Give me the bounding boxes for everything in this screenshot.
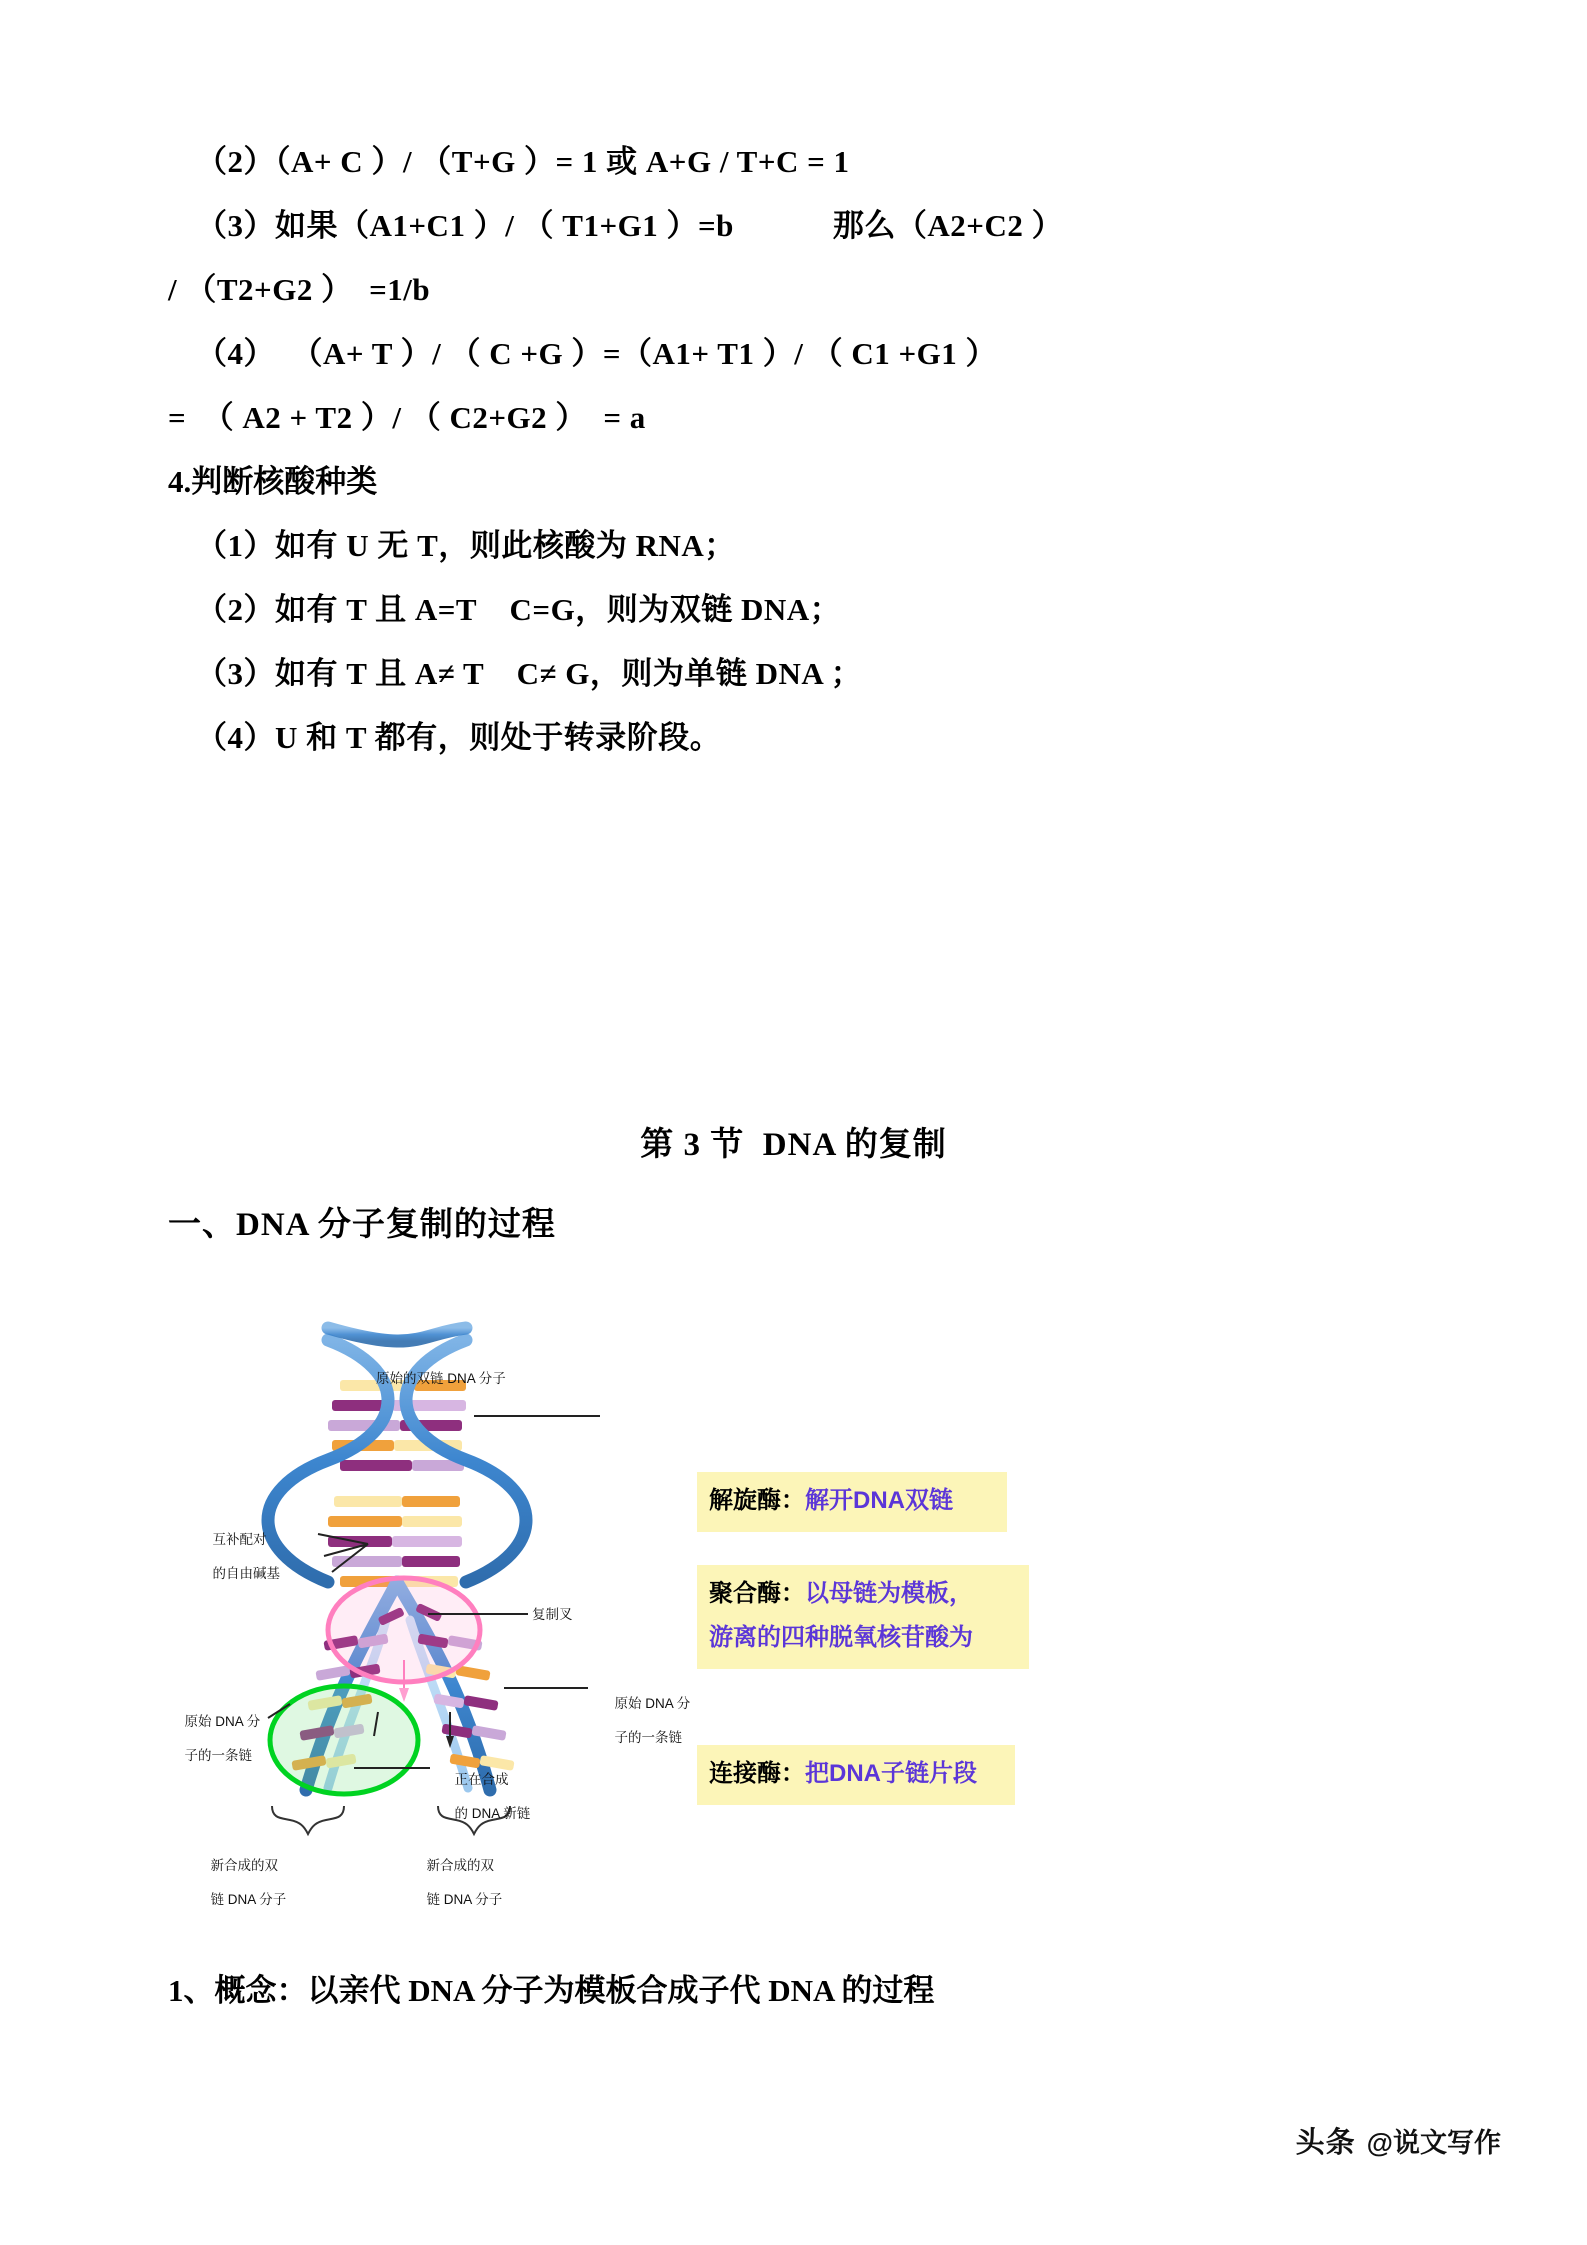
section-4-item-1: （1）如有 U 无 T，则此核酸为 RNA； xyxy=(196,528,736,563)
figure-label-free-bases xyxy=(190,1514,280,1599)
formula-line-3-continued: / （T2+G2 ） =1/b xyxy=(168,272,431,307)
figure-label-new-double-right xyxy=(404,1840,502,1925)
helix-upper xyxy=(268,1328,526,1587)
chapter-title: 第 3 节 DNA 的复制 xyxy=(640,1127,947,1163)
note-polymerase xyxy=(697,1565,1029,1669)
note-ligase-line xyxy=(709,1752,1003,1796)
note-polymerase-line-1 xyxy=(709,1572,1017,1616)
figure-label-new-strand xyxy=(432,1754,530,1839)
formula-line-2: （2）（A+ C ）/ （T+G ）= 1 或 A+G / T+C = 1 xyxy=(196,144,850,179)
section-4-heading: 4.判断核酸种类 xyxy=(168,464,378,499)
body-text-block xyxy=(168,130,1428,770)
note-helicase-key: 解旋酶： xyxy=(709,1487,805,1514)
figure-label-original-strand-right-line1: 原始 DNA 分 xyxy=(614,1696,691,1711)
formula-line-4-continued: = （ A2 + T2 ）/ （ C2+G2 ） = a xyxy=(168,400,646,435)
note-helicase xyxy=(697,1472,1007,1532)
figure-label-new-double-right-line1: 新合成的双 xyxy=(426,1858,495,1873)
toutiao-logo: 头条 xyxy=(1295,2127,1356,2159)
figure-label-original-double-helix: 原始的双链 DNA 分子 xyxy=(376,1371,506,1386)
figure-label-new-strand-line1: 正在合成 xyxy=(454,1772,509,1787)
section-4-item-2: （2）如有 T 且 A=T C=G，则为双链 DNA； xyxy=(196,592,842,627)
note-polymerase-key: 聚合酶： xyxy=(709,1580,805,1607)
formula-line-4: （4） （A+ T ）/ （ C +G ）=（A1+ T1 ）/ （ C1 +G1 ） xyxy=(196,336,997,371)
figure-label-new-double-left xyxy=(188,1840,286,1925)
note-ligase-key: 连接酶： xyxy=(709,1760,805,1787)
new-strand-highlight xyxy=(270,1686,418,1794)
concept-line: 1、概念：以亲代 DNA 分子为模板合成子代 DNA 的过程 xyxy=(168,1973,935,2008)
watermark xyxy=(1296,2120,1501,2161)
figure-label-new-double-left-line2: 链 DNA 分子 xyxy=(210,1892,287,1907)
figure-label-original-strand-right-line2: 子的一条链 xyxy=(614,1730,683,1745)
figure-label-new-double-left-line1: 新合成的双 xyxy=(210,1858,279,1873)
figure-label-new-strand-line2: 的 DNA 新链 xyxy=(454,1806,531,1821)
section-4-item-4: （4）U 和 T 都有，则处于转录阶段。 xyxy=(196,720,722,755)
note-polymerase-value: 以母链为模板， xyxy=(805,1580,973,1607)
note-ligase-value: 把DNA子链片段 xyxy=(805,1760,977,1787)
watermark-author: @说文写作 xyxy=(1366,2128,1501,2158)
formula-line-3: （3）如果（A1+C1 ）/ （ T1+G1 ）=b 那么（A2+C2 ） xyxy=(196,208,1064,243)
figure-label-replication-fork: 复制叉 xyxy=(532,1607,573,1622)
note-polymerase-line-2: 游离的四种脱氧核苷酸为 xyxy=(709,1624,973,1651)
note-helicase-line xyxy=(709,1479,995,1523)
figure-label-original-strand-left-line2: 子的一条链 xyxy=(184,1748,253,1763)
figure-label-original-strand-left xyxy=(162,1696,260,1781)
figure-label-free-bases-line2: 的自由碱基 xyxy=(212,1566,281,1581)
figure-label-new-double-right-line2: 链 DNA 分子 xyxy=(426,1892,503,1907)
figure-label-free-bases-line1: 互补配对 xyxy=(212,1532,267,1547)
section-4-item-3: （3）如有 T 且 A≠ T C≠ G，则为单链 DNA ； xyxy=(196,656,863,691)
figure-label-original-strand-left-line1: 原始 DNA 分 xyxy=(184,1714,261,1729)
note-ligase xyxy=(697,1745,1015,1805)
subsection-title: 一、DNA 分子复制的过程 xyxy=(168,1207,556,1243)
figure-label-original-strand-right xyxy=(592,1678,690,1763)
note-helicase-value: 解开DNA双链 xyxy=(805,1487,953,1514)
